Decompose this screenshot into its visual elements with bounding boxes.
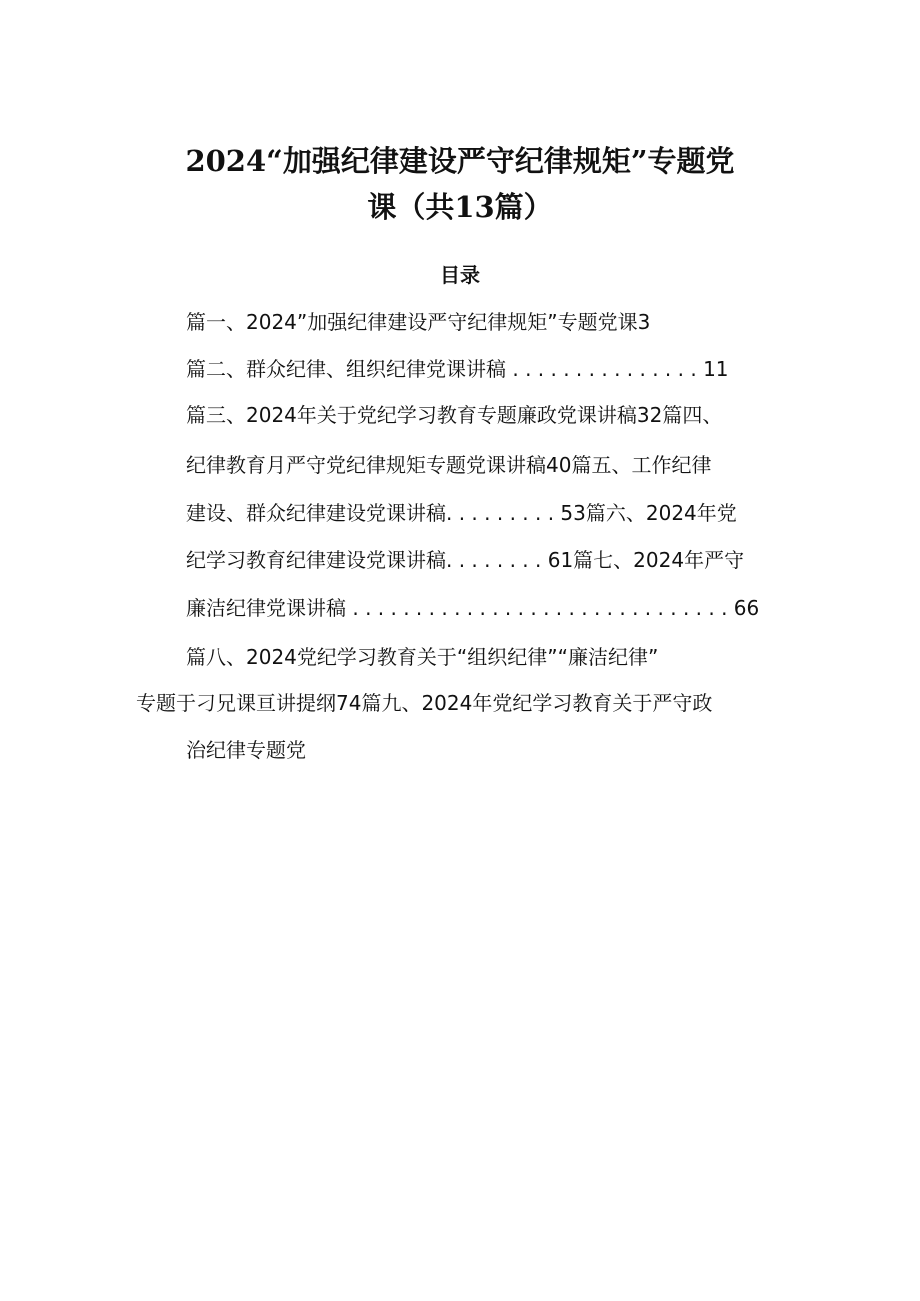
toc-entry-1[interactable]: 篇一、2024”加强纪律建设严守纪律规矩”专题党课3	[186, 310, 651, 334]
toc-entry-4[interactable]: 纪律教育月严守党纪律规矩专题党课讲稿40篇五、工作纪律	[186, 453, 712, 477]
toc-entry-7[interactable]: 廉洁纪律党课讲稿 . . . . . . . . . . . . . . . . . . . . . . . . . . . . . . 66	[186, 596, 760, 620]
toc-entry-8[interactable]: 篇八、2024党纪学习教育关于“组织纪律”“廉洁纪律”	[186, 645, 659, 669]
toc-entry-10[interactable]: 治纪律专题党	[186, 738, 306, 762]
toc-entry-6[interactable]: 纪学习教育纪律建设党课讲稿. . . . . . . . 61篇七、2024年严守	[186, 548, 745, 572]
toc-heading: 目录	[440, 263, 480, 287]
document-title-line-1: 2024“加强纪律建设严守纪律规矩”专题党	[185, 144, 735, 178]
toc-entry-5[interactable]: 建设、群众纪律建设党课讲稿. . . . . . . . . 53篇六、2024年党	[186, 501, 737, 525]
toc-entry-2[interactable]: 篇二、群众纪律、组织纪律党课讲稿 . . . . . . . . . . . . . . . 11	[186, 357, 729, 381]
toc-entry-3[interactable]: 篇三、2024年关于党纪学习教育专题廉政党课讲稿32篇四、	[186, 403, 723, 427]
toc-entry-9[interactable]: 专题于刁兄课亘讲提纲74篇九、2024年党纪学习教育关于严守政	[136, 691, 713, 715]
document-title-line-2: 课（共13篇）	[367, 190, 553, 224]
